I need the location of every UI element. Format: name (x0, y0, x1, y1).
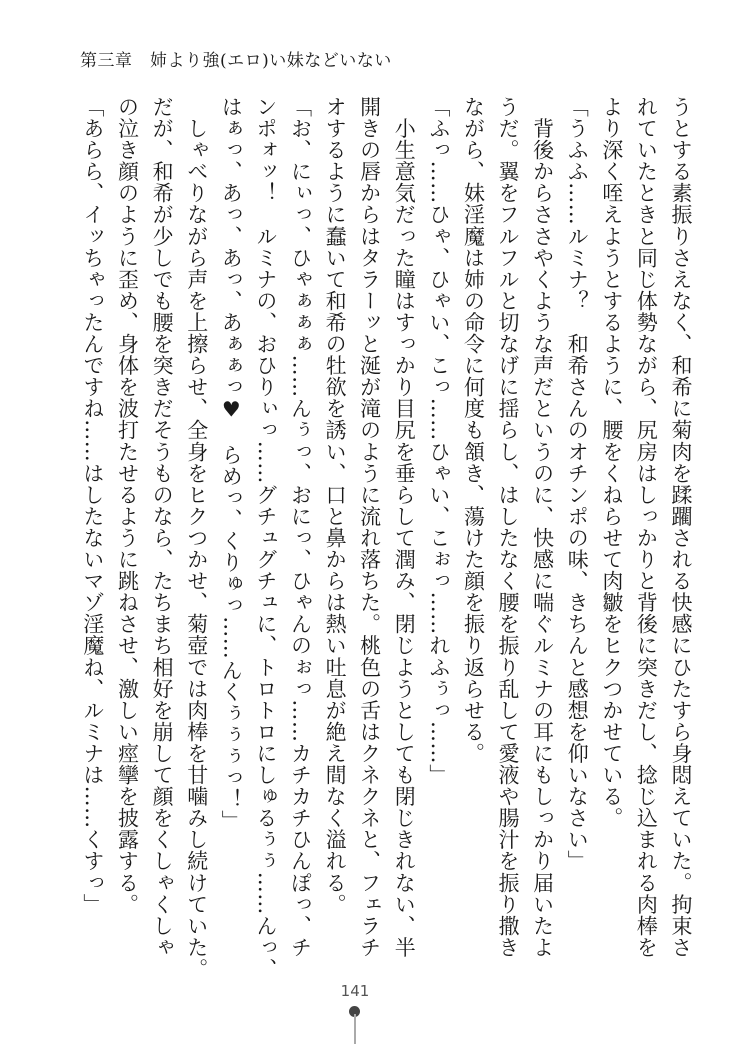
text-column: 「うふふ……ルミナ？ 和希さんのオチンポの味、きちんと感想を仰いなさい」 (565, 96, 590, 872)
text-column: 背後からささやくような声だというのに、快感に喘ぐルミナの耳にもしっかり届いたよ (530, 96, 555, 958)
text-column: はぁっ、あっ、あっ、あぁぁっ♥ らめっ、くりゅっ……んくぅぅぅっ！」 (219, 96, 244, 832)
text-column: 「お、にぃっ、ひゃぁぁぁ……んぅっ、おにっ、ひゃんのぉっ……カチカチひんぽっ、チ (288, 96, 313, 958)
pin-marker-line (354, 1014, 356, 1044)
text-column: しゃべりながら声を上擦らせ、全身をヒクつかせ、菊壺では肉棒を甘噛みし続けていた。 (184, 96, 209, 980)
text-column: うだ。翼をフルフルと切なげに揺らし、はしたなく腰を振り乱して愛液や腸汁を振り撒き (496, 96, 521, 958)
text-column: だが、和希が少しでも腰を突きだそうものなら、たちまち相好を崩して顔をくしゃくしゃ (150, 96, 175, 958)
text-column: 「ふっ……ひゃ、ひゃい、こっ……ひゃい、こぉっ……れふぅっ……」 (426, 96, 451, 786)
body-text (78, 96, 698, 980)
text-column: より深く咥えようとするように、腰をくねらせて肉皺をヒクつかせている。 (599, 96, 624, 829)
text-column: ながら、妹淫魔は姉の命令に何度も頷き、蕩けた顔を振り返らせる。 (461, 96, 486, 765)
chapter-title: 第三章 姉より強(エロ)い妹などいない (80, 51, 392, 71)
text-column: 「あらら、イッちゃったんですね……はしたないマゾ淫魔ね、ルミナは……くすっ」 (80, 96, 105, 915)
text-column: れていたときと同じ体勢ながら、尻房はしっかりと背後に突きだし、捻じ込まれる肉棒を (634, 96, 659, 958)
text-column: の泣き顔のように歪め、身体を波打たせるように跳ねさせ、激しい痙攣を披露する。 (115, 96, 140, 915)
text-column: ンポォッ！ ルミナの、おひりぃっ……グチュグチュに、トロトロにしゅるぅぅ……んっ、 (253, 96, 278, 980)
text-column: 小生意気だった瞳はすっかり目尻を垂らして潤み、閉じようとしても閉じきれない、半 (392, 96, 417, 958)
text-column: オするように蠢いて和希の牡欲を誘い、口と鼻からは熱い吐息が絶え間なく溢れる。 (323, 96, 348, 915)
text-column: 開きの唇からはタラーッと涎が滝のように流れ落ちた。桃色の舌はクネクネと、フェラチ (357, 96, 382, 958)
page-number: 141 (340, 982, 370, 1000)
text-column: うとする素振りさえなく、和希に菊肉を蹂躙される快感にひたすら身悶えていた。拘束さ (669, 96, 693, 958)
